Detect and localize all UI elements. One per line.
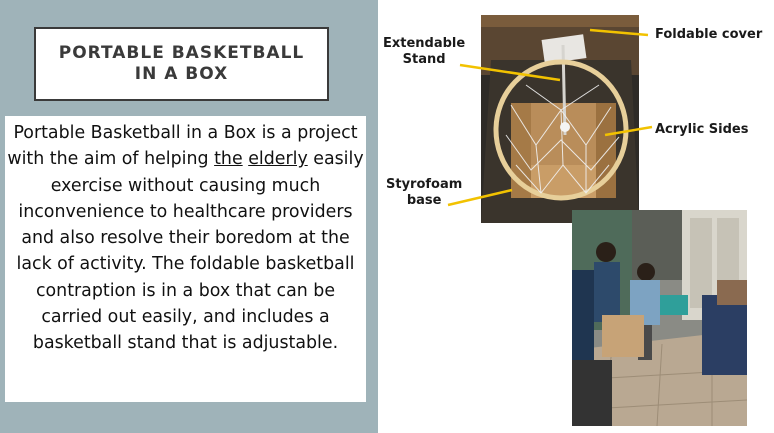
description-underlined-the: the: [214, 149, 243, 170]
description-part-2: easily exercise without causing much inconvenience to healthcare providers and also resolve their boredom at the lack of activity. The foldable basketball contraption is in a box that can be carried out easily, and includes a basketball stand that is adjustable.: [16, 149, 364, 354]
title-line-1: PORTABLE BASKETBALL: [58, 43, 305, 63]
title-line-2: IN A BOX: [134, 64, 229, 84]
styrofoam-line-2: base: [406, 193, 442, 208]
acrylic-sides-label: Acrylic Sides: [655, 122, 749, 137]
foldable-cover-label: Foldable cover: [655, 27, 763, 42]
extendable-stand-pointer: [460, 65, 560, 80]
styrofoam-base-label: [386, 177, 462, 209]
styrofoam-line-1: Styrofoam: [386, 177, 463, 192]
acrylic-sides-pointer: [605, 127, 652, 135]
foldable-cover-pointer: [590, 30, 648, 35]
extendable-stand-label: [383, 36, 465, 68]
description-underlined-elderly: elderly: [248, 149, 308, 170]
extendable-stand-line-2: Stand: [402, 52, 446, 67]
description-part-1: Portable Basketball in a Box is a project with the aim of helping: [7, 123, 358, 170]
extendable-stand-line-1: Extendable: [383, 36, 466, 51]
